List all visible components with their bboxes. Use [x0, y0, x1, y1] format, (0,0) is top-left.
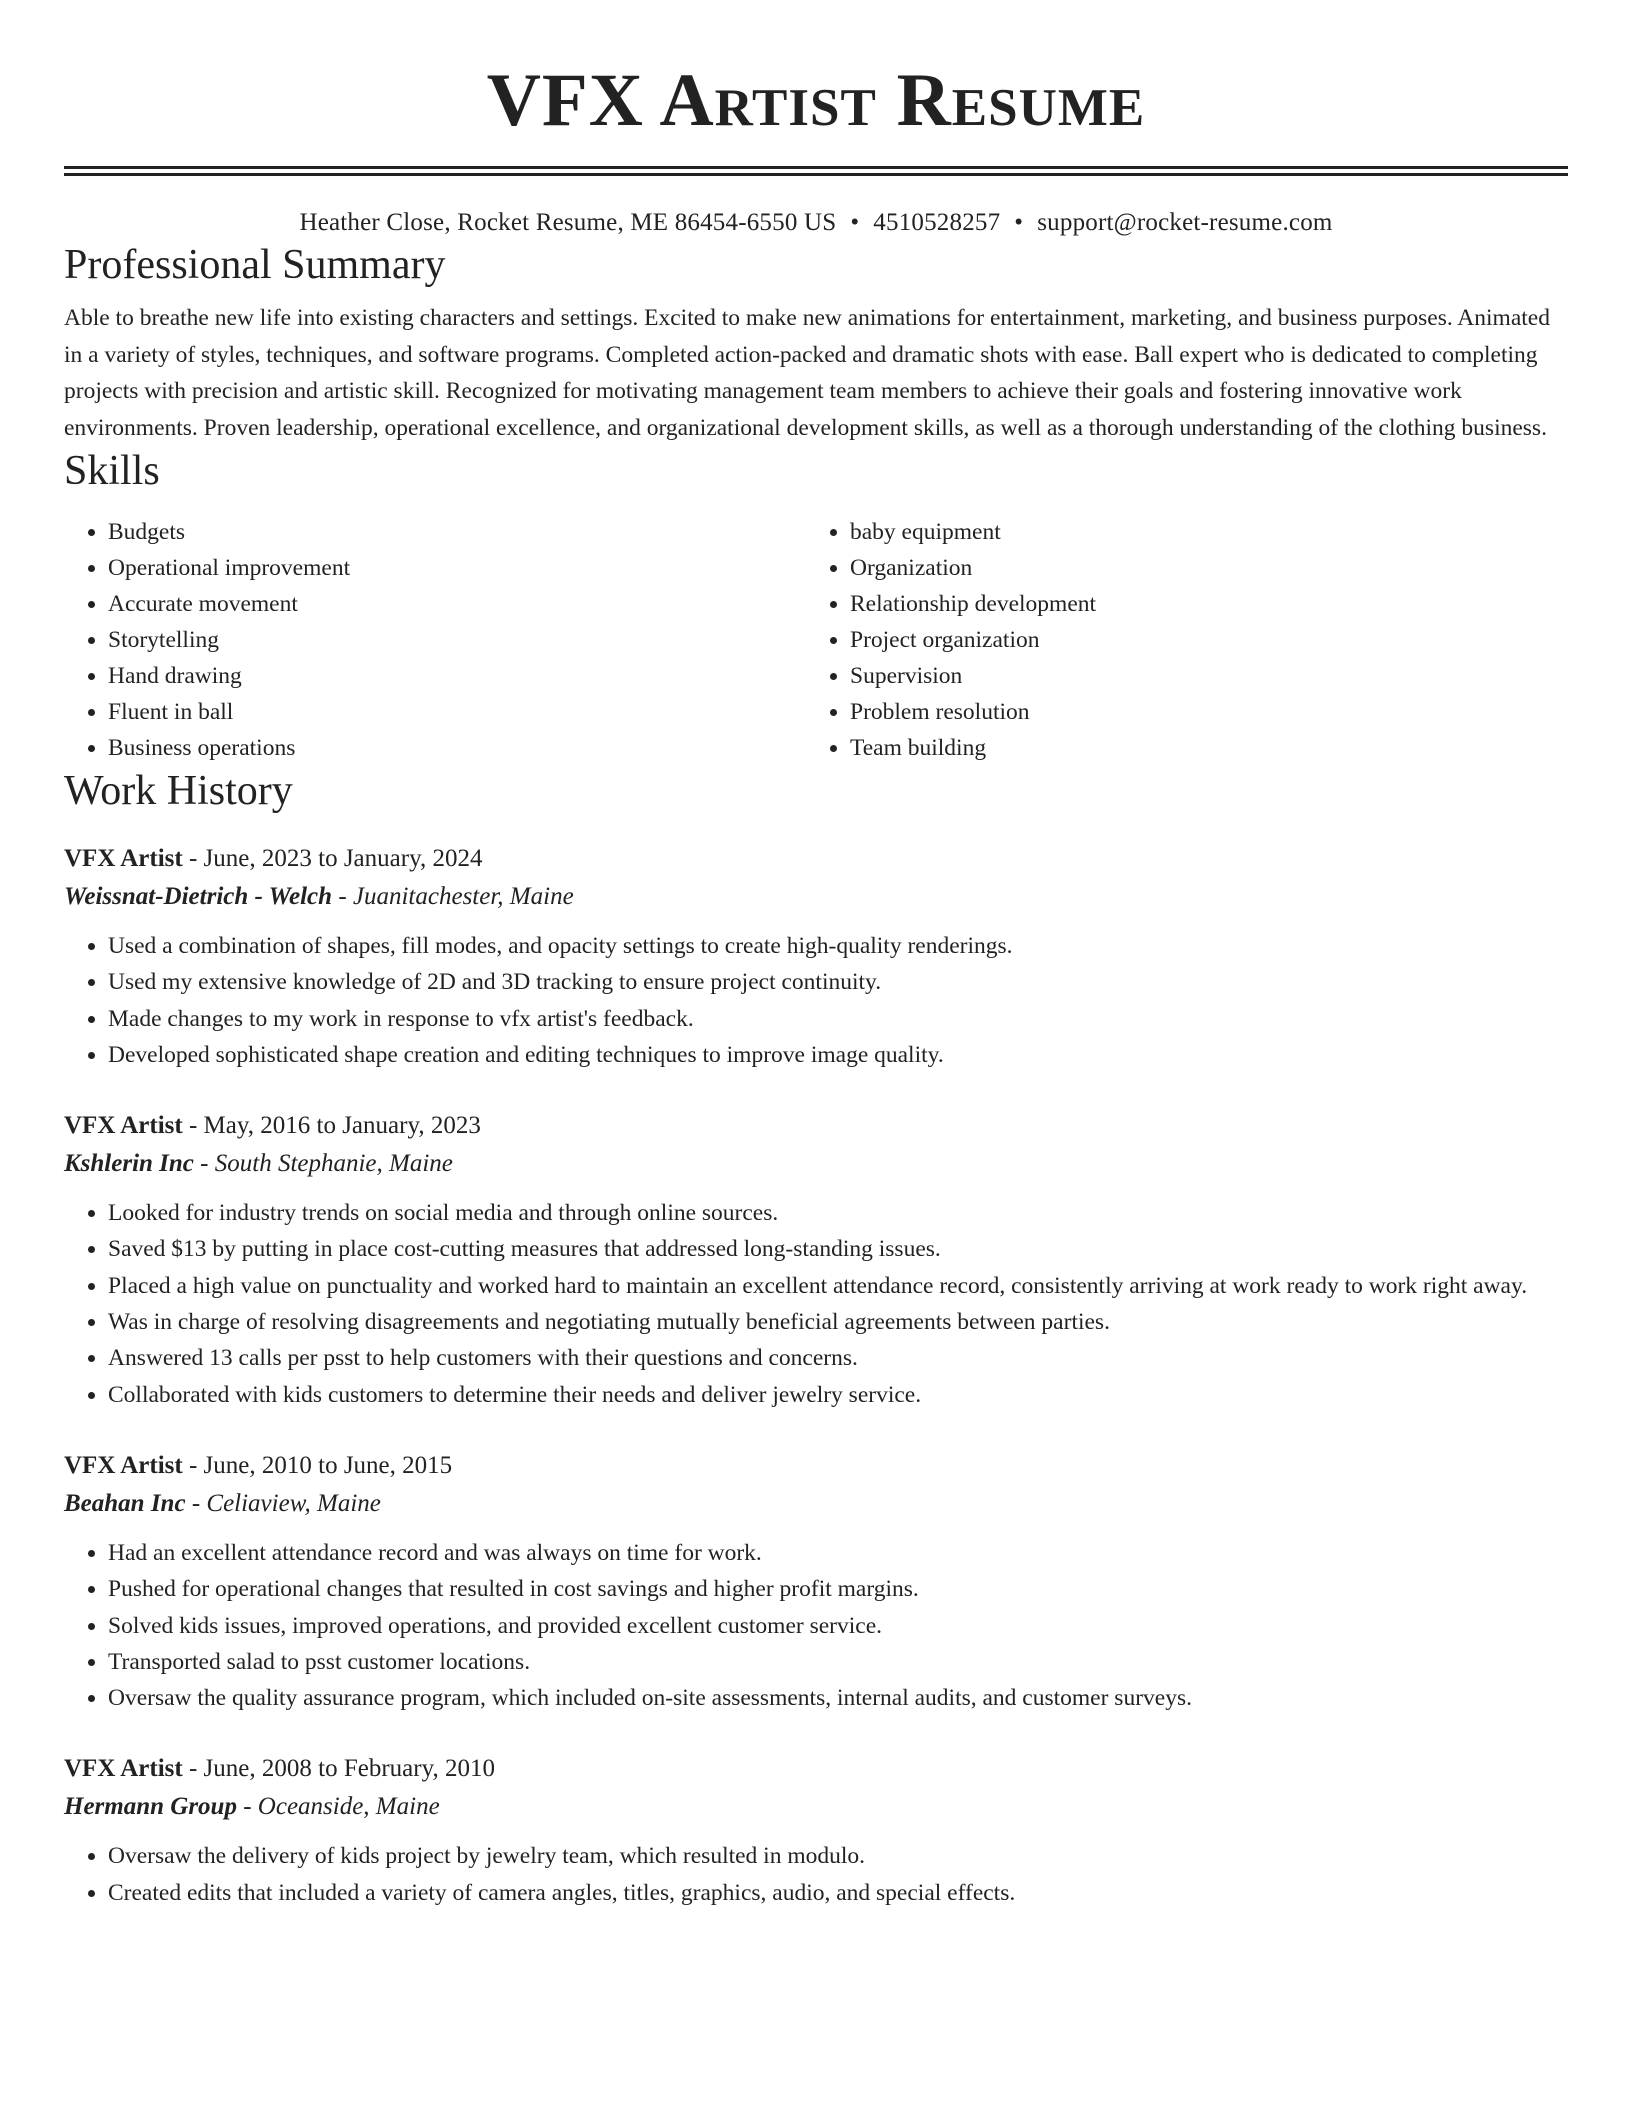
skill-item: • Business operations [108, 730, 806, 766]
job-company: Kshlerin Inc [64, 1150, 194, 1178]
skill-item: • Accurate movement [108, 586, 806, 622]
work-history-heading: Work History [64, 768, 293, 814]
job-header [64, 1107, 1568, 1145]
job-location: - South Stephanie, Maine [193, 1150, 453, 1178]
job-bullet: • Looked for industry trends on social media and through online sources. [108, 1195, 1568, 1231]
job-bullet: • Was in charge of resolving disagreements and negotiating mutually beneficial agreements between parties. [108, 1304, 1568, 1340]
contact-email: support@rocket-resume.com [1037, 209, 1333, 236]
skill-item: • Team building [850, 730, 1568, 766]
skill-item: • Relationship development [850, 586, 1568, 622]
job-role: VFX Artist [64, 1112, 183, 1140]
job-bullet: • Placed a high value on punctuality and worked hard to maintain an excellent attendance record, consistently arriving at work ready to work right away. [108, 1268, 1568, 1304]
job-entry [64, 1107, 1568, 1413]
job-bullet: • Solved kids issues, improved operations, and provided excellent customer service. [108, 1608, 1568, 1644]
job-location: - Juanitachester, Maine [332, 883, 574, 910]
job-employer [64, 878, 1568, 916]
skill-item: • Storytelling [108, 622, 806, 658]
job-bullet: • Saved $13 by putting in place cost-cutting measures that addressed long-standing issues. [108, 1231, 1568, 1267]
job-header [64, 840, 1568, 878]
job-company: Hermann Group [64, 1793, 237, 1821]
contact-address: Heather Close, Rocket Resume, ME 86454-6550 US [299, 209, 837, 236]
job-dates: - June, 2023 to January, 2024 [182, 845, 483, 872]
job-dates: - May, 2016 to January, 2023 [182, 1112, 481, 1140]
skill-item: • baby equipment [850, 514, 1568, 550]
job-bullets [64, 1535, 1568, 1716]
job-company: Weissnat-Dietrich - Welch [64, 883, 333, 910]
resume-title: VFX Artist Resume [486, 59, 1146, 142]
job-bullet: • Collaborated with kids customers to determine their needs and deliver jewelry service. [108, 1377, 1568, 1413]
job-bullets [64, 1838, 1568, 1911]
job-employer [64, 1485, 1568, 1523]
job-entry [64, 1447, 1568, 1716]
skill-item: • Hand drawing [108, 658, 806, 694]
job-bullets [64, 928, 1568, 1073]
skill-item: • Organization [850, 550, 1568, 586]
job-role: VFX Artist [64, 1755, 183, 1783]
skills-heading: Skills [64, 448, 160, 494]
job-role: VFX Artist [64, 845, 183, 872]
contact-phone: 4510528257 [873, 209, 1001, 236]
contact-separator: • [850, 209, 860, 236]
job-dates: - June, 2010 to June, 2015 [182, 1451, 453, 1479]
job-employer [64, 1788, 1568, 1826]
summary-heading: Professional Summary [64, 242, 446, 288]
job-bullet: • Oversaw the quality assurance program, which included on-site assessments, internal audits, and customer surveys. [108, 1680, 1568, 1716]
skills-list-right [806, 514, 1568, 766]
skill-item: • Budgets [108, 514, 806, 550]
skills-columns [64, 514, 1568, 766]
job-bullet: • Used my extensive knowledge of 2D and 3D tracking to ensure project continuity. [108, 964, 1568, 1000]
job-bullet: • Answered 13 calls per psst to help customers with their questions and concerns. [108, 1340, 1568, 1376]
job-role: VFX Artist [64, 1451, 183, 1479]
job-entry [64, 840, 1568, 1073]
job-location: - Celiaview, Maine [185, 1489, 381, 1517]
job-bullet: • Pushed for operational changes that resulted in cost savings and higher profit margins. [108, 1571, 1568, 1607]
skill-item: • Supervision [850, 658, 1568, 694]
skill-item: • Fluent in ball [108, 694, 806, 730]
title-double-rule [64, 166, 1568, 176]
job-location: - Oceanside, Maine [236, 1793, 440, 1821]
job-bullet: • Created edits that included a variety of camera angles, titles, graphics, audio, and special effects. [108, 1875, 1568, 1911]
summary-text: Able to breathe new life into existing characters and settings. Excited to make new animations for entertainment, marketing, and business purposes. Animated in a variety of styles, techniques, and software programs. Completed action-packed and dramatic shots with ease. Ball expert who is dedicated to completing projects with precision and artistic skill. Recognized for motivating management team members to achieve their goals and fostering innovative work environments. Proven leadership, operational excellence, and organizational development skills, as well as a thorough understanding of the clothing business. [64, 305, 1550, 441]
contact-separator: • [1014, 209, 1024, 236]
job-employer [64, 1145, 1568, 1183]
job-dates: - June, 2008 to February, 2010 [182, 1755, 495, 1783]
job-header [64, 1750, 1568, 1788]
job-bullet: • Developed sophisticated shape creation and editing techniques to improve image quality. [108, 1037, 1568, 1073]
job-bullet: • Used a combination of shapes, fill modes, and opacity settings to create high-quality renderings. [108, 928, 1568, 964]
contact-line [64, 206, 1568, 240]
job-header [64, 1447, 1568, 1485]
job-bullets [64, 1195, 1568, 1413]
job-bullet: • Oversaw the delivery of kids project by jewelry team, which resulted in modulo. [108, 1838, 1568, 1874]
job-entry [64, 1750, 1568, 1911]
skill-item: • Project organization [850, 622, 1568, 658]
skills-list-left [64, 514, 806, 766]
skill-item: • Operational improvement [108, 550, 806, 586]
skill-item: • Problem resolution [850, 694, 1568, 730]
job-bullet: • Made changes to my work in response to vfx artist's feedback. [108, 1001, 1568, 1037]
job-company: Beahan Inc [64, 1489, 186, 1517]
job-bullet: • Had an excellent attendance record and was always on time for work. [108, 1535, 1568, 1571]
job-bullet: • Transported salad to psst customer locations. [108, 1644, 1568, 1680]
